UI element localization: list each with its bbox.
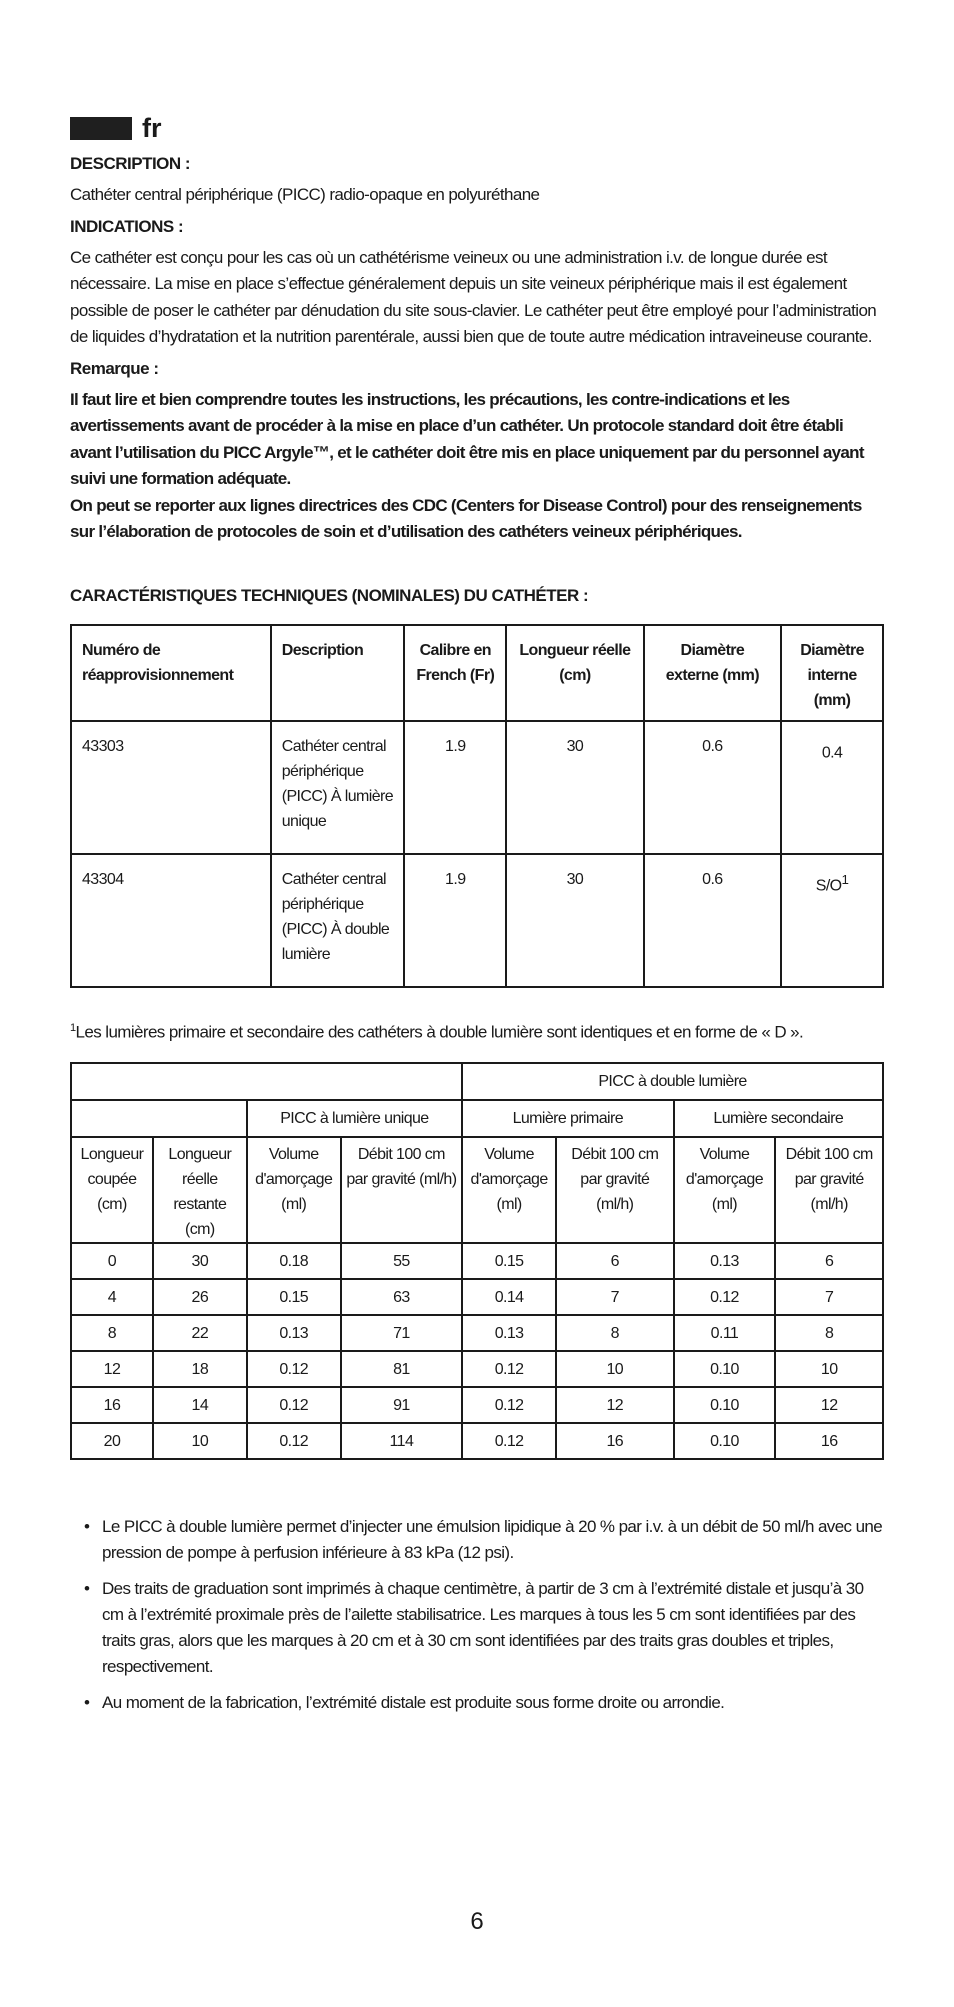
specs-cell-internal	[781, 721, 883, 854]
flow-cell: 0.12	[247, 1351, 341, 1387]
flow-header-empty	[71, 1100, 247, 1137]
flow-col-header: Longueur coupée (cm)	[71, 1137, 153, 1243]
flow-cell: 0.10	[674, 1387, 776, 1423]
flow-cell: 0.14	[462, 1279, 556, 1315]
specs-header-row	[71, 625, 883, 721]
flow-cell: 10	[556, 1351, 673, 1387]
flow-cell: 10	[775, 1351, 883, 1387]
remarque-text-1: Il faut lire et bien comprendre toutes les instructions, les précautions, les contre-indications et les avertissements avant de procéder à la mise en place d’un cathéter. Un protocole standard doit être établi avant l’utilisation du PICC Argyle™, et le cathéter doit être mis en place uniquement par du personnel ayant suivi une formation adéquate.	[70, 389, 864, 488]
bullet-dot: •	[84, 1579, 90, 1599]
flow-cell: 0.15	[462, 1243, 556, 1279]
table-row	[71, 854, 883, 987]
bullet-dot: •	[84, 1517, 90, 1537]
specs-cell-number: 43303	[71, 721, 271, 854]
flow-cell: 6	[775, 1243, 883, 1279]
flow-header-row	[71, 1100, 883, 1137]
specs-cell-description: Cathéter central périphérique (PICC) À lumière unique	[271, 721, 405, 854]
flow-col-header: Longueur réelle restante (cm)	[153, 1137, 247, 1243]
flow-cell: 18	[153, 1351, 247, 1387]
table-row	[71, 721, 883, 854]
bullet-text: Au moment de la fabrication, l’extrémité distale est produite sous forme droite ou arrondie.	[102, 1693, 725, 1713]
flow-body	[71, 1243, 883, 1459]
specs-header-cell: Numéro de réapprovisionnement	[71, 625, 271, 721]
flow-cell: 12	[71, 1351, 153, 1387]
flow-cell: 0.11	[674, 1315, 776, 1351]
flow-cell: 0.13	[674, 1243, 776, 1279]
language-code: fr	[142, 112, 162, 143]
flow-cell: 16	[71, 1387, 153, 1423]
indications-heading: INDICATIONS :	[70, 216, 184, 236]
specs-header-cell: Calibre en French (Fr)	[404, 625, 506, 721]
specs-internal-sup: 1	[841, 871, 849, 887]
flow-col-header: Volume d'amorçage (ml)	[674, 1137, 776, 1243]
table-row	[71, 1243, 883, 1279]
specs-heading: CARACTÉRISTIQUES TECHNIQUES (NOMINALES) DU CATHÉTER :	[70, 585, 589, 605]
flow-cell: 14	[153, 1387, 247, 1423]
flow-cell: 26	[153, 1279, 247, 1315]
flow-header-secondary: Lumière secondaire	[674, 1100, 883, 1137]
description-text: Cathéter central périphérique (PICC) radio-opaque en polyuréthane	[70, 185, 540, 204]
flow-cell: 30	[153, 1243, 247, 1279]
list-item	[70, 1514, 884, 1566]
page-number: 6	[470, 1908, 484, 1935]
flow-cell: 0.13	[247, 1315, 341, 1351]
language-bar	[70, 117, 132, 140]
indications-text: Ce cathéter est conçu pour les cas où un cathétérisme veineux ou une administration i.v. de longue durée est nécessaire. La mise en place s’effectue généralement depuis un site veineux périphérique mais il est également possible de poser le cathéter par dénudation du site sous-clavier. Le cathéter peut être employé pour l’administration de liquides d’hydratation et la nutrition parentérale, aussi bien que de toute autre médication intraveineuse courante.	[70, 247, 877, 346]
language-header	[70, 108, 884, 148]
flow-cell: 6	[556, 1243, 673, 1279]
bullet-text: Le PICC à double lumière permet d’injecter une émulsion lipidique à 20 % par i.v. à un débit de 50 ml/h avec une pression de pompe à perfusion inférieure à 83 kPa (12 psi).	[102, 1517, 883, 1563]
specs-header-cell: Diamètre externe (mm)	[644, 625, 781, 721]
flow-cell: 63	[341, 1279, 462, 1315]
list-item	[70, 1690, 884, 1716]
footnote-mark: 1	[70, 1021, 76, 1034]
specs-header-cell: Description	[271, 625, 405, 721]
flow-col-header: Débit 100 cm par gravité (ml/h)	[556, 1137, 673, 1243]
flow-header-single: PICC à lumière unique	[247, 1100, 462, 1137]
flow-cell: 8	[556, 1315, 673, 1351]
flow-cell: 0.13	[462, 1315, 556, 1351]
flow-cell: 0.12	[462, 1387, 556, 1423]
specs-cell-number: 43304	[71, 854, 271, 987]
flow-cell: 55	[341, 1243, 462, 1279]
table-row	[71, 1315, 883, 1351]
table-row	[71, 1279, 883, 1315]
specs-cell-length: 30	[506, 854, 644, 987]
flow-cell: 0.12	[674, 1279, 776, 1315]
flow-cell: 7	[556, 1279, 673, 1315]
flow-table	[70, 1062, 884, 1460]
flow-header-primary: Lumière primaire	[462, 1100, 673, 1137]
flow-cell: 4	[71, 1279, 153, 1315]
flow-cell: 0.18	[247, 1243, 341, 1279]
flow-header-row	[71, 1137, 883, 1243]
flow-cell: 0	[71, 1243, 153, 1279]
flow-cell: 16	[775, 1423, 883, 1459]
flow-cell: 0.12	[462, 1423, 556, 1459]
flow-col-header: Débit 100 cm par gravité (ml/h)	[341, 1137, 462, 1243]
flow-cell: 0.12	[247, 1387, 341, 1423]
flow-cell: 16	[556, 1423, 673, 1459]
flow-cell: 8	[775, 1315, 883, 1351]
specs-cell-french: 1.9	[404, 854, 506, 987]
list-item	[70, 1576, 884, 1680]
flow-col-header: Volume d'amorçage (ml)	[462, 1137, 556, 1243]
specs-header-cell: Longueur réelle (cm)	[506, 625, 644, 721]
specs-cell-french: 1.9	[404, 721, 506, 854]
bullet-text: Des traits de graduation sont imprimés à chaque centimètre, à partir de 3 cm à l’extrémité distale et jusqu’à 30 cm à l’extrémité proximale près de l’ailette stabilisatrice. Les marques à tous les 5 cm sont identifiées par des traits gras, alors que les marques à 20 cm et à 30 cm sont identifiées par des traits gras doubles et triples, respectivement.	[102, 1579, 864, 1677]
description-heading: DESCRIPTION :	[70, 154, 191, 173]
table-row	[71, 1351, 883, 1387]
flow-header-empty	[71, 1063, 462, 1100]
flow-header-row	[71, 1063, 883, 1100]
table-row	[71, 1423, 883, 1459]
flow-cell: 0.12	[462, 1351, 556, 1387]
specs-cell-description: Cathéter central périphérique (PICC) À double lumière	[271, 854, 405, 987]
flow-cell: 20	[71, 1423, 153, 1459]
specs-internal-value: S/O	[815, 876, 842, 894]
footnote-text: Les lumières primaire et secondaire des cathéters à double lumière sont identiques et en forme de « D ».	[75, 1022, 804, 1042]
specs-cell-external: 0.6	[644, 854, 781, 987]
table-row	[71, 1387, 883, 1423]
flow-cell: 114	[341, 1423, 462, 1459]
remarque-heading: Remarque :	[70, 358, 159, 378]
flow-cell: 12	[556, 1387, 673, 1423]
flow-cell: 91	[341, 1387, 462, 1423]
flow-cell: 7	[775, 1279, 883, 1315]
flow-cell: 71	[341, 1315, 462, 1351]
specs-internal-value: 0.4	[821, 743, 843, 761]
bullet-list	[70, 1514, 884, 1716]
flow-cell: 8	[71, 1315, 153, 1351]
flow-cell: 10	[153, 1423, 247, 1459]
bullet-dot: •	[84, 1693, 90, 1713]
flow-cell: 12	[775, 1387, 883, 1423]
flow-cell: 0.12	[247, 1423, 341, 1459]
document-page	[70, 108, 884, 1732]
footnote	[70, 1022, 884, 1043]
flow-cell: 81	[341, 1351, 462, 1387]
specs-table	[70, 624, 884, 988]
flow-cell: 0.10	[674, 1423, 776, 1459]
flow-col-header: Débit 100 cm par gravité (ml/h)	[775, 1137, 883, 1243]
flow-cell: 0.15	[247, 1279, 341, 1315]
specs-cell-external: 0.6	[644, 721, 781, 854]
specs-cell-length: 30	[506, 721, 644, 854]
remarque-text-2: On peut se reporter aux lignes directrices des CDC (Centers for Disease Control) pour des renseignements sur l’élaboration de protocoles de soin et d’utilisation des cathéters veineux périphériques.	[70, 495, 862, 541]
specs-cell-internal	[781, 854, 883, 987]
flow-cell: 22	[153, 1315, 247, 1351]
flow-cell: 0.10	[674, 1351, 776, 1387]
specs-header-cell: Diamètre interne (mm)	[781, 625, 883, 721]
flow-header-double: PICC à double lumière	[462, 1063, 883, 1100]
flow-col-header: Volume d'amorçage (ml)	[247, 1137, 341, 1243]
